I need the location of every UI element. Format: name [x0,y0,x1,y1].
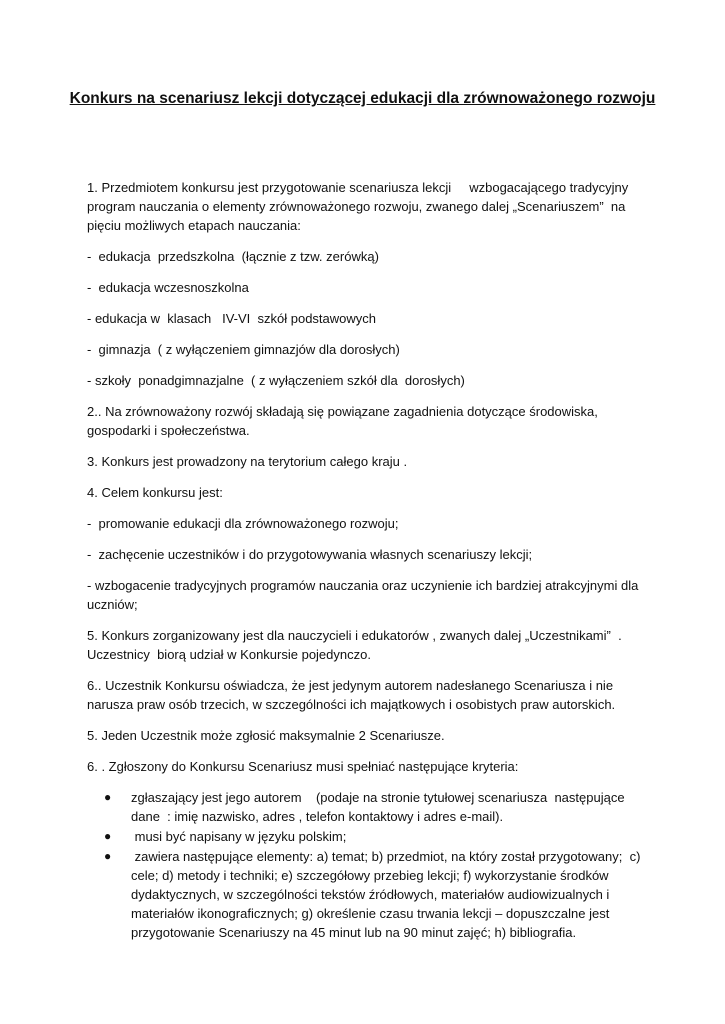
criteria-item-text: musi być napisany w języku polskim; [131,829,347,844]
goal-item-enrichment: - wzbogacenie tradycyjnych programów nauczania oraz uczynienie ich bardziej atrakcyjnymi dla uczniów; [87,578,642,612]
paragraph-participants: 5. Konkurs zorganizowany jest dla nauczycieli i edukatorów , zwanych dalej „Uczestnikami” . Uczestnicy biorą udział w Konkursie pojedynczo. [87,628,626,662]
list-item-middle-school: - gimnazja ( z wyłączeniem gimnazjów dla dorosłych) [87,342,400,357]
bullet-icon: ● [104,790,112,804]
paragraph-declaration: 6.. Uczestnik Konkursu oświadcza, że jest jedynym autorem nadesłanego Scenariusza i nie narusza praw osób trzecich, w szczególności ich majątkowych i osobistych praw autorskich. [87,678,617,712]
list-item-secondary-school: - szkoły ponadgimnazjalne ( z wyłączeniem szkół dla dorosłych) [87,373,465,388]
criteria-item-text: zgłaszający jest jego autorem (podaje na stronie tytułowej scenariusza następujące dane : imię nazwisko, adres , telefon kontaktowy i adres e-mail). [131,790,629,824]
criteria-item-author [87,788,652,826]
list-item-early-school: - edukacja wczesnoszkolna [87,280,249,295]
bullet-icon: ● [104,849,112,863]
goal-item-encouragement: - zachęcenie uczestników i do przygotowywania własnych scenariuszy lekcji; [87,547,533,562]
criteria-list [87,788,652,942]
goal-item-promotion: - promowanie edukacji dla zrównoważonego rozwoju; [87,516,399,531]
paragraph-territory: 3. Konkurs jest prowadzony na terytorium całego kraju . [87,454,408,469]
criteria-item-text: zawiera następujące elementy: a) temat; b) przedmiot, na który został przygotowany; c) cele; d) metody i techniki; e) szczegółowy przebieg lekcji; f) wykorzystanie środków dydaktycznych, w szczególności tekstów źródłowych, materiałów audiowizualnych i materiałów ikonograficznych; g) określenie czasu trwania lekcji – dopuszczalne jest przygotowanie Scenariuszy na 45 minut lub na 90 minut zajęć; h) bibliografia. [131,849,645,940]
paragraph-goals: 4. Celem konkursu jest: [87,485,223,500]
paragraph-limit: 5. Jeden Uczestnik może zgłosić maksymalnie 2 Scenariusze. [87,728,445,743]
paragraph-subject: 1. Przedmiotem konkursu jest przygotowanie scenariusza lekcji wzbogacającego tradycyjny program nauczania o elementy zrównoważonego rozwoju, zwanego dalej „Scenariuszem” na pięciu możliwych etapach nauczania: [87,180,633,233]
list-item-preschool: - edukacja przedszkolna (łącznie z tzw. zerówką) [87,249,379,264]
criteria-item-elements [87,847,652,942]
document-body [87,178,652,943]
document-title: Konkurs na scenariusz lekcji dotyczącej edukacji dla zrównoważonego rozwoju [69,90,656,107]
paragraph-criteria-intro: 6. . Zgłoszony do Konkursu Scenariusz musi spełniać następujące kryteria: [87,759,519,774]
list-item-primary-grades: - edukacja w klasach IV-VI szkół podstawowych [87,311,377,326]
paragraph-sustainable-development: 2.. Na zrównoważony rozwój składają się powiązane zagadnienia dotyczące środowiska, gospodarki i społeczeństwa. [87,404,602,438]
criteria-item-language [87,827,652,846]
bullet-icon: ● [104,829,112,843]
